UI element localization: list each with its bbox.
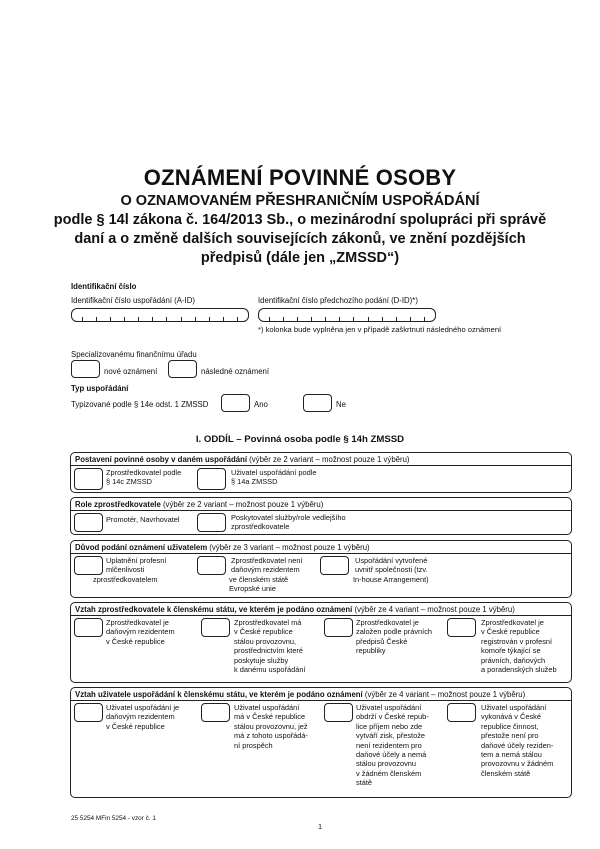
option-label: Uživatel uspořádání má v České republice stálou provozovnu, jež má z tohoto uspořádá- ní prospěch [234,703,308,750]
page-number: 1 [318,822,323,831]
service-provider-checkbox[interactable] [197,513,226,532]
section-heading: Vztah zprostředkovatele k členskému státu, ve kterém je podáno oznámení (výběr ze 4 variant – možnost pouze 1 výběru) [75,605,515,614]
office-label: Specializovanému finančnímu úřadu [71,350,197,359]
option-label: Uživatel uspořádání je daňovým rezidentem v České republice [106,703,180,731]
section-reason [70,540,572,598]
section-position [70,452,572,493]
option-label: Uživatel uspořádání vykonává v České republice činnost, přestože není pro daňové účely reziden- tem a nemá stálou provozovnu v žádném členském státě [481,703,554,778]
option-label: Zprostředkovatel je v České republice registrován v profesní komoře týkající se právních, daňových a poradenských služeb [481,618,557,675]
intermediary-checkbox[interactable] [74,468,103,490]
intermediary-founded-checkbox[interactable] [324,618,353,637]
did-label: Identifikační číslo předchozího podání (D-ID)*) [258,296,418,305]
form-code: 25 5254 MFin 5254 - vzor č. 1 [71,815,156,822]
user-activity-checkbox[interactable] [447,703,476,722]
reason-inhouse-checkbox[interactable] [320,556,349,575]
intermediary-resident-checkbox[interactable] [74,618,103,637]
intermediary-chamber-checkbox[interactable] [447,618,476,637]
user-resident-checkbox[interactable] [74,703,103,722]
intermediary-establishment-checkbox[interactable] [201,618,230,637]
aid-label: Identifikační číslo uspořádání (A-ID) [71,296,195,305]
option-label: Promotér, Navrhovatel [106,515,180,524]
option-label: Zprostředkovatel má v České republice stálou provozovnu, prostřednictvím které poskytuje služby k danému uspořádání [234,618,306,675]
option-label: Poskytovatel služby/role vedlejšího zprostředkovatele [231,513,346,532]
user-establishment-checkbox[interactable] [201,703,230,722]
section-heading: Vztah uživatele uspořádání k členskému státu, ve kterém je podáno oznámení (výběr ze 4 variant – možnost pouze 1 výběru) [75,690,526,699]
ident-heading: Identifikační číslo [71,282,137,291]
followup-notice-checkbox[interactable] [168,360,197,378]
option-label: Uplatnění profesní mlčenlivosti zprostředkovatelem [93,556,167,584]
type-yes-label: Ano [254,400,268,409]
option-label: Zprostředkovatel není daňovým rezidentem ve členském státě Evropské unie [229,556,303,594]
law-reference [40,211,560,268]
type-heading: Typ uspořádání [71,384,129,393]
did-note: *) kolonka bude vyplněna jen v případě zaškrtnutí následného oznámení [258,325,502,334]
option-label: Uspořádání vytvořené uvnitř společnosti (tzv. In-house Arrangement) [353,556,429,584]
section-user-state [70,687,572,798]
user-checkbox[interactable] [197,468,226,490]
section-title: I. ODDÍL – Povinná osoba podle § 14h ZMSSD [195,434,405,445]
type-no-checkbox[interactable] [303,394,332,412]
reason-nonresident-checkbox[interactable] [197,556,226,575]
form-title: OZNÁMENÍ POVINNÉ OSOBY [143,165,457,190]
form-subtitle: O OZNAMOVANÉM PŘESHRANIČNÍM USPOŘÁDÁNÍ [120,193,480,209]
new-notice-label: nové oznámení [104,367,158,376]
law-line: podle § 14l zákona č. 164/2013 Sb., o mezinárodní spolupráci při správě [53,212,547,228]
new-notice-checkbox[interactable] [71,360,100,378]
option-label: Uživatel uspořádání obdrží v České repub- lice příjem nebo zde vytváří zisk, přestože není rezidentem pro daňové účely a nemá stálou provozovnu v žádném členském státě [356,703,429,788]
section-heading: Role zprostředkovatele (výběr ze 2 variant – možnost pouze 1 výběru) [75,500,324,509]
section-intermediary-state [70,602,572,683]
law-line: předpisů (dále jen „ZMSSD“) [200,250,400,266]
section-intermediary-role [70,497,572,535]
aid-input[interactable] [71,308,249,322]
option-label: Zprostředkovatel je založen podle právních předpisů České republiky [356,618,433,656]
section-heading: Postavení povinné osoby v daném uspořádání (výběr ze 2 variant – možnost pouze 1 výběru) [75,455,410,464]
user-income-checkbox[interactable] [324,703,353,722]
option-label: Uživatel uspořádání podle § 14a ZMSSD [231,468,317,487]
did-input[interactable] [258,308,436,322]
section-heading: Důvod podání oznámení uživatelem (výběr ze 3 variant – možnost pouze 1 výběru) [75,543,370,552]
type-yes-checkbox[interactable] [221,394,250,412]
promoter-checkbox[interactable] [74,513,103,532]
option-label: Zprostředkovatel je daňovým rezidentem v České republice [106,618,175,646]
option-label: Zprostředkovatel podle § 14c ZMSSD [106,468,182,487]
followup-notice-label: následné oznámení [201,367,270,376]
type-no-label: Ne [336,400,346,409]
law-line: daní a o změně dalších souvisejících zákonů, ve znění pozdějších [74,231,526,247]
type-label: Typizované podle § 14e odst. 1 ZMSSD [71,400,209,409]
